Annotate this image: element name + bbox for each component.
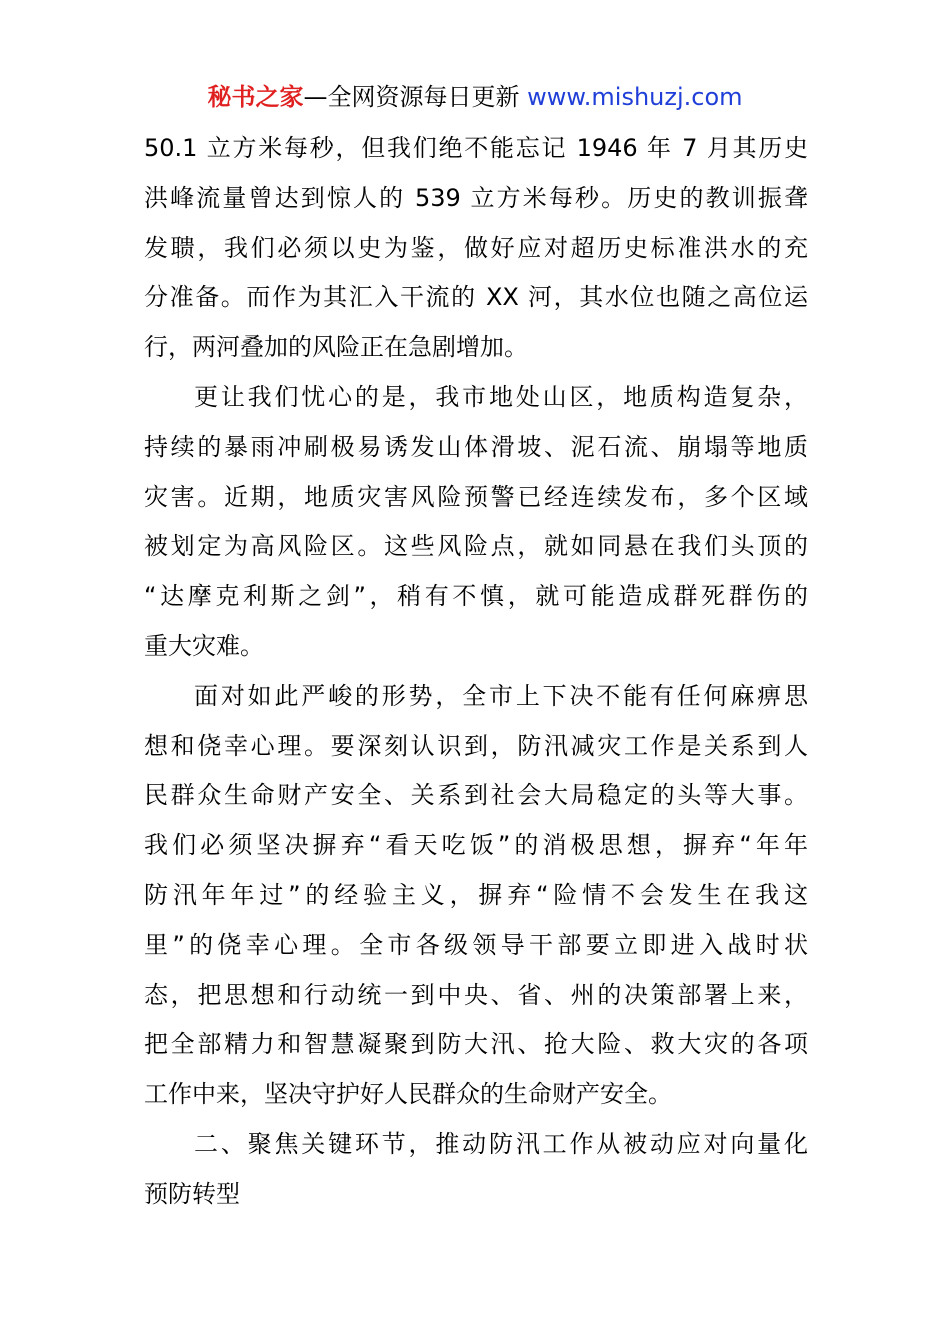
text-line: 洪峰流量曾达到惊人的 539 立方米每秒。历史的教训振聋 [144, 183, 808, 212]
paragraph-1 [144, 124, 808, 373]
text-line: 持续的暴雨冲刷极易诱发山体滑坡、泥石流、崩塌等地质 [144, 432, 808, 461]
text-line: 把全部精力和智慧凝聚到防大汛、抢大险、救大灾的各项 [144, 1030, 808, 1059]
section-heading-2 [144, 1120, 808, 1220]
text-line: 民群众生命财产安全、关系到社会大局稳定的头等大事。 [144, 781, 808, 810]
text-line: 二、聚焦关键环节，推动防汛工作从被动应对向量化 [194, 1129, 808, 1158]
text-line: “达摩克利斯之剑”，稍有不慎，就可能造成群死群伤的 [144, 582, 808, 611]
text-line: 预防转型 [144, 1179, 240, 1208]
text-line: 分准备。而作为其汇入干流的 XX 河，其水位也随之高位运 [144, 283, 808, 312]
text-line: 想和侥幸心理。要深刻认识到，防汛减灾工作是关系到人 [144, 731, 808, 760]
document-body [144, 124, 808, 1220]
text-line: 态，把思想和行动统一到中央、省、州的决策部署上来， [144, 980, 808, 1009]
text-line: 更让我们忧心的是，我市地处山区，地质构造复杂， [194, 382, 808, 411]
text-line: 行，两河叠加的风险正在急剧增加。 [144, 333, 528, 362]
text-line: 被划定为高风险区。这些风险点，就如同悬在我们头顶的 [144, 532, 808, 561]
page-header [0, 80, 950, 114]
text-line: 工作中来，坚决守护好人民群众的生命财产安全。 [144, 1080, 672, 1109]
text-line: 重大灾难。 [144, 631, 264, 660]
text-line: 发聩，我们必须以史为鉴，做好应对超历史标准洪水的充 [144, 233, 808, 262]
text-line: 我们必须坚决摒弃“看天吃饭”的消极思想，摒弃“年年 [144, 831, 808, 860]
paragraph-3 [144, 672, 808, 1120]
site-brand: 秘书之家 [207, 83, 304, 111]
text-line: 灾害。近期，地质灾害风险预警已经连续发布，多个区域 [144, 482, 808, 511]
text-line: 面对如此严峻的形势，全市上下决不能有任何麻痹思 [194, 681, 808, 710]
site-url-link[interactable]: www.mishuzj.com [527, 83, 743, 111]
text-line: 防汛年年过”的经验主义，摒弃“险情不会发生在我这 [144, 880, 808, 909]
text-line: 里”的侥幸心理。全市各级领导干部要立即进入战时状 [144, 930, 808, 959]
site-slogan: —全网资源每日更新 [303, 83, 520, 111]
text-line: 50.1 立方米每秒，但我们绝不能忘记 1946 年 7 月其历史 [144, 134, 808, 162]
paragraph-2 [144, 373, 808, 672]
